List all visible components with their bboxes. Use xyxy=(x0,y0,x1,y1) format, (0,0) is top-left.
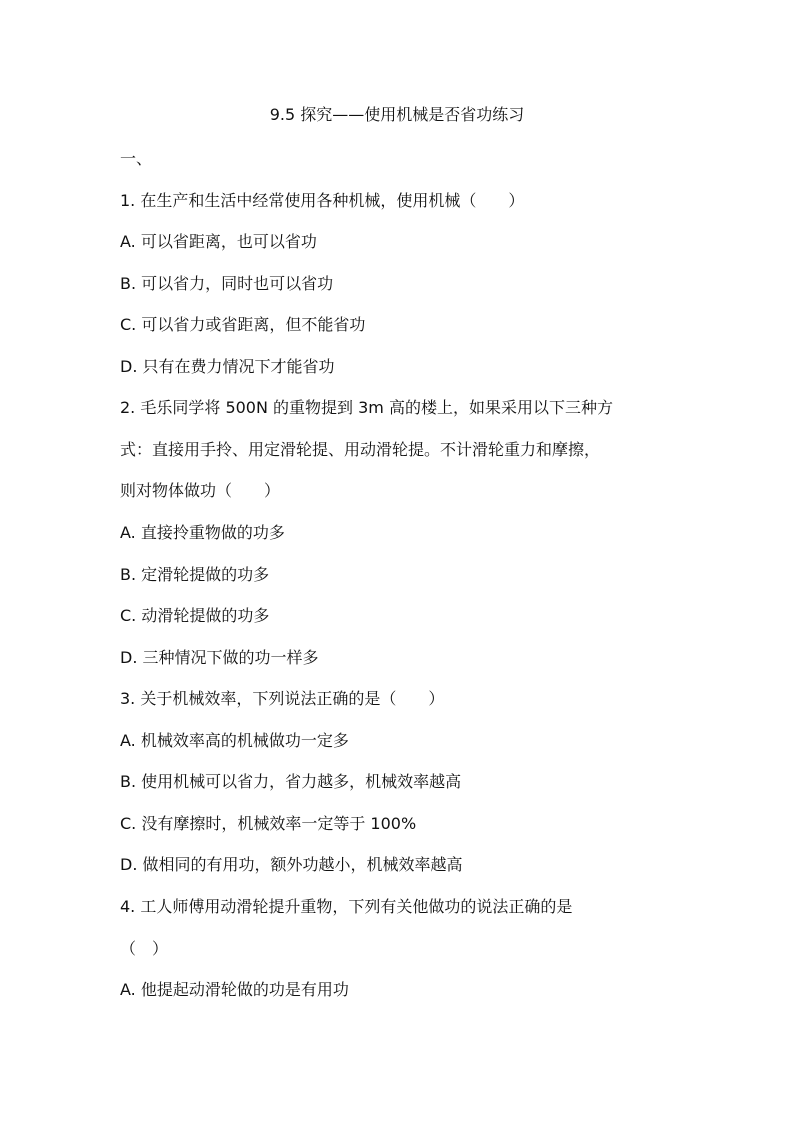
question-3-option-c: C. 没有摩擦时，机械效率一定等于 100% xyxy=(120,814,417,833)
question-4-stem-line-2: （ ） xyxy=(120,939,169,958)
document-title: 9.5 探究——使用机械是否省功练习 xyxy=(269,105,525,124)
question-3-option-d: D. 做相同的有用功，额外功越小，机械效率越高 xyxy=(120,855,463,874)
question-3-option-b: B. 使用机械可以省力，省力越多，机械效率越高 xyxy=(120,772,462,791)
question-3-stem: 3. 关于机械效率，下列说法正确的是（ ） xyxy=(120,689,445,708)
question-4-option-a: A. 他提起动滑轮做的功是有用功 xyxy=(120,980,349,999)
question-1-option-b: B. 可以省力，同时也可以省功 xyxy=(120,274,334,293)
question-1-option-c: C. 可以省力或省距离，但不能省功 xyxy=(120,315,366,334)
question-2-option-c: C. 动滑轮提做的功多 xyxy=(120,606,270,625)
question-2-stem-line-2: 式：直接用手拎、用定滑轮提、用动滑轮提。不计滑轮重力和摩擦， xyxy=(120,440,601,459)
question-2-stem-line-1: 2. 毛乐同学将 500N 的重物提到 3m 高的楼上，如果采用以下三种方 xyxy=(120,398,613,417)
question-2-option-b: B. 定滑轮提做的功多 xyxy=(120,565,270,584)
question-4-stem-line-1: 4. 工人师傅用动滑轮提升重物，下列有关他做功的说法正确的是 xyxy=(120,897,573,916)
question-2-stem-line-3: 则对物体做功（ ） xyxy=(120,481,281,500)
question-3-option-a: A. 机械效率高的机械做功一定多 xyxy=(120,731,349,750)
question-2-option-d: D. 三种情况下做的功一样多 xyxy=(120,648,319,667)
question-1-option-a: A. 可以省距离，也可以省功 xyxy=(120,232,317,251)
question-2-option-a: A. 直接拎重物做的功多 xyxy=(120,523,285,542)
question-1-stem: 1. 在生产和生活中经常使用各种机械，使用机械（ ） xyxy=(120,191,525,210)
question-1-option-d: D. 只有在费力情况下才能省功 xyxy=(120,357,335,376)
section-heading: 一、 xyxy=(120,149,153,168)
